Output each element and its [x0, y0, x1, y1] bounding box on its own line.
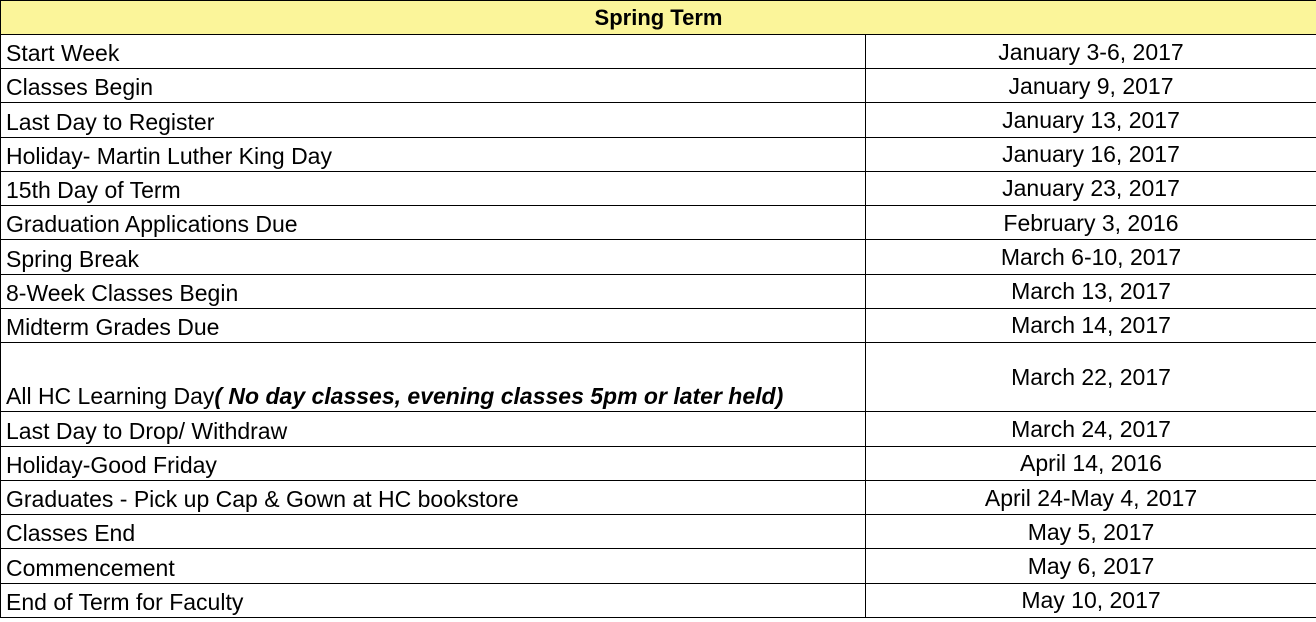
table-row: [1, 171, 1316, 205]
date-cell: March 14, 2017: [866, 308, 1316, 342]
event-cell: Midterm Grades Due: [1, 308, 866, 342]
date-cell: May 10, 2017: [866, 583, 1316, 617]
date-cell: May 5, 2017: [866, 515, 1316, 549]
table-row: [1, 549, 1316, 583]
date-cell: May 6, 2017: [866, 549, 1316, 583]
date-cell: January 16, 2017: [866, 137, 1316, 171]
event-cell: Last Day to Drop/ Withdraw: [1, 412, 866, 446]
date-cell: January 3-6, 2017: [866, 35, 1316, 69]
date-cell: February 3, 2016: [866, 206, 1316, 240]
event-cell: End of Term for Faculty: [1, 583, 866, 617]
event-cell: Graduation Applications Due: [1, 206, 866, 240]
date-cell: April 24-May 4, 2017: [866, 480, 1316, 514]
date-cell: March 13, 2017: [866, 274, 1316, 308]
date-cell: January 9, 2017: [866, 69, 1316, 103]
date-cell: January 23, 2017: [866, 171, 1316, 205]
table-row: [1, 412, 1316, 446]
date-cell: April 14, 2016: [866, 446, 1316, 480]
table-row: [1, 308, 1316, 342]
event-cell: [1, 342, 866, 412]
event-cell: Holiday-Good Friday: [1, 446, 866, 480]
event-cell: Graduates - Pick up Cap & Gown at HC bookstore: [1, 480, 866, 514]
event-cell: Classes End: [1, 515, 866, 549]
table-row: [1, 480, 1316, 514]
event-cell: Commencement: [1, 549, 866, 583]
event-cell: Holiday- Martin Luther King Day: [1, 137, 866, 171]
event-cell: Last Day to Register: [1, 103, 866, 137]
table-title: Spring Term: [1, 1, 1316, 35]
event-note: ( No day classes, evening classes 5pm or later held): [214, 383, 784, 410]
date-cell: March 6-10, 2017: [866, 240, 1316, 274]
event-cell: Classes Begin: [1, 69, 866, 103]
event-cell: 15th Day of Term: [1, 171, 866, 205]
table-row: [1, 206, 1316, 240]
table-row: [1, 137, 1316, 171]
event-cell: 8-Week Classes Begin: [1, 274, 866, 308]
date-cell: January 13, 2017: [866, 103, 1316, 137]
table-row: [1, 342, 1316, 412]
table-row: [1, 240, 1316, 274]
table-row: [1, 274, 1316, 308]
table-row: [1, 103, 1316, 137]
table-row: [1, 515, 1316, 549]
table-row: [1, 69, 1316, 103]
table-row: [1, 446, 1316, 480]
event-label: All HC Learning Day: [6, 383, 215, 410]
date-cell: March 22, 2017: [866, 342, 1316, 412]
date-cell: March 24, 2017: [866, 412, 1316, 446]
event-cell: Start Week: [1, 35, 866, 69]
event-cell: Spring Break: [1, 240, 866, 274]
table-row: [1, 35, 1316, 69]
header-row: [1, 1, 1316, 35]
table-row: [1, 583, 1316, 617]
